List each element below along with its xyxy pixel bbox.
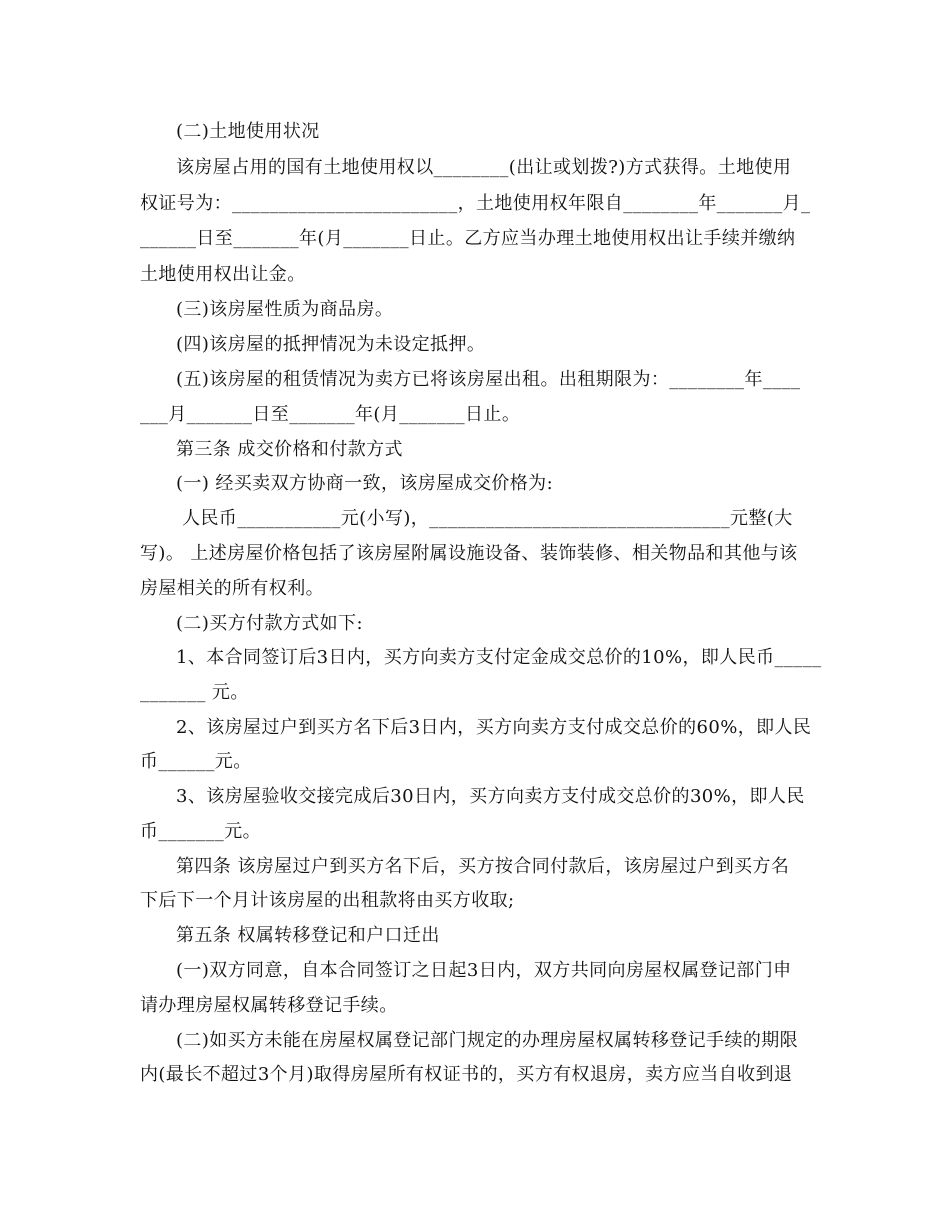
- section-heading-payment: (二)买方付款方式如下:: [176, 613, 363, 634]
- paragraph-line: ___月_______日至_______年(月_______日止。: [140, 404, 521, 425]
- section-heading-land-use: (二)土地使用状况: [176, 121, 320, 142]
- article-heading-transfer: 第五条 权属转移登记和户口迁出: [176, 925, 440, 946]
- paragraph-line: 币______元。: [140, 751, 252, 772]
- paragraph-line: 1、本合同签订后3日内，买方向卖方支付定金成交总价的10%，即人民币_____: [176, 647, 822, 668]
- paragraph-line: (一) 经买卖双方协商一致，该房屋成交价格为:: [176, 473, 554, 494]
- paragraph-line: 权证号为：________________________，土地使用权年限自________年_______月_: [140, 193, 811, 214]
- paragraph-line: 下后下一个月计该房屋的出租款将由买方收取;: [140, 890, 515, 911]
- paragraph-line: (五)该房屋的租赁情况为卖方已将该房屋出租。出租期限为：________年____: [176, 369, 801, 390]
- article-heading-rent: 第四条 该房屋过户到买方名下后，买方按合同付款后，该房屋过户到买方名: [176, 856, 790, 877]
- paragraph-line: 房屋相关的所有权利。: [140, 578, 324, 599]
- paragraph-line: 土地使用权出让金。: [140, 264, 306, 285]
- paragraph-line: (二)如买方未能在房屋权属登记部门规定的办理房屋权属转移登记手续的期限: [176, 1030, 799, 1051]
- paragraph-line: (四)该房屋的抵押情况为未设定抵押。: [176, 334, 486, 355]
- paragraph-line: (三)该房屋性质为商品房。: [176, 299, 394, 320]
- paragraph-line: 写)。 上述房屋价格包括了该房屋附属设施设备、装饰装修、相关物品和其他与该: [140, 543, 798, 564]
- paragraph-line: 请办理房屋权属转移登记手续。: [140, 995, 398, 1016]
- paragraph-line: 人民币___________元(小写)，________________________________元整(大: [176, 508, 793, 529]
- paragraph-line: 币_______元。: [140, 821, 261, 842]
- paragraph-line: 3、该房屋验收交接完成后30日内，买方向卖方支付成交总价的30%，即人民: [176, 786, 805, 807]
- paragraph-line: ______日至_______年(月_______日止。乙方应当办理土地使用权出让手续并缴纳: [140, 228, 796, 249]
- paragraph-line: 该房屋占用的国有土地使用权以________(出让或划拨?)方式获得。土地使用: [176, 157, 792, 178]
- paragraph-line: 2、该房屋过户到买方名下后3日内，买方向卖方支付成交总价的60%，即人民: [176, 717, 812, 738]
- paragraph-line: 内(最长不超过3个月)取得房屋所有权证书的，买方有权退房，卖方应当自收到退: [140, 1064, 793, 1085]
- paragraph-line: _______ 元。: [140, 682, 249, 703]
- article-heading-price: 第三条 成交价格和付款方式: [176, 439, 403, 460]
- paragraph-line: (一)双方同意，自本合同签订之日起3日内，双方共同向房屋权属登记部门申: [176, 960, 792, 981]
